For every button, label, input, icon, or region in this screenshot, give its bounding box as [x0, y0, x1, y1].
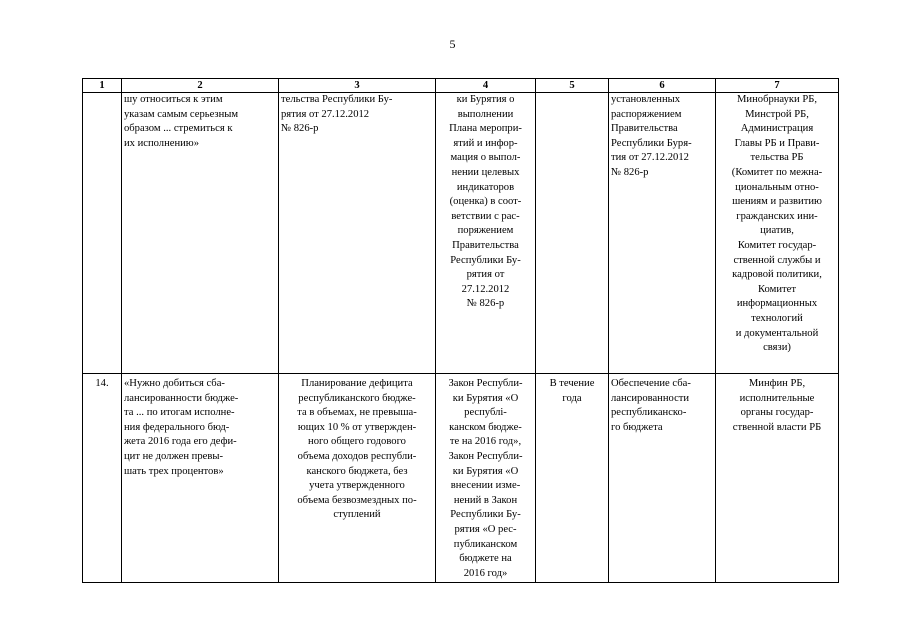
cell-deadline: [536, 93, 609, 374]
cell-measure: тельства Республики Бу- рятия от 27.12.2012 № 826-р: [279, 93, 436, 374]
column-header: 4: [436, 79, 536, 93]
column-header: 2: [122, 79, 279, 93]
page-number: 5: [449, 37, 456, 51]
action-plan-table: [82, 78, 839, 583]
column-header: 5: [536, 79, 609, 93]
cell-quote: «Нужно добиться сба- лансированности бюдже- та ... по итогам исполне- ния федерального бюд- жета 2016 года его дефи- цит не должен превы- шать трех процентов»: [122, 374, 279, 583]
table-row: [83, 93, 839, 374]
cell-quote: шу относиться к этим указам самым серьезным образом ... стремиться к их исполнению»: [122, 93, 279, 374]
cell-document: Закон Республи- ки Бурятия «О республі- канском бюдже- те на 2016 год», Закон Республи- ки Бурятия «О внесении изме- нений в Закон Республики Бу- рятия «О рес- публиканском бюджете на 2016 год»: [436, 374, 536, 583]
column-header: 1: [83, 79, 122, 93]
cell-document: ки Бурятия о выполнении Плана меропри- ятий и инфор- мация о выпол- нении целевых индикаторов (оценка) в соот- ветствии с рас- поряжением Правительства Республики Бу- рятия от 27.12.2012 № 826-р: [436, 93, 536, 374]
cell-result: установленных распоряжением Правительства Республики Буря- тия от 27.12.2012 № 826-р: [609, 93, 716, 374]
cell-measure: Планирование дефицита республиканского бюдже- та в объемах, не превыша- ющих 10 % от утвержден- ного общего годового объема доходов республи- канского бюджета, без учета утвержденного объема безвозмездных по- ступлений: [279, 374, 436, 583]
header-row: [83, 79, 839, 93]
cell-responsible: Минобрнауки РБ, Минстрой РБ, Администрация Главы РБ и Прави- тельства РБ (Комитет по межна- циональным отно- шениям и развитию гражданских ини- циатив, Комитет государ- ственной службы и кадровой политики, Комитет информационных технологий и документальной связи): [716, 93, 839, 374]
column-header: 3: [279, 79, 436, 93]
cell-number: 14.: [83, 374, 122, 583]
table-row: [83, 374, 839, 583]
column-header: 7: [716, 79, 839, 93]
cell-number: [83, 93, 122, 374]
cell-result: Обеспечение сба- лансированности республиканско- го бюджета: [609, 374, 716, 583]
cell-responsible: Минфин РБ, исполнительные органы государ- ственной власти РБ: [716, 374, 839, 583]
column-header: 6: [609, 79, 716, 93]
cell-deadline: В течение года: [536, 374, 609, 583]
